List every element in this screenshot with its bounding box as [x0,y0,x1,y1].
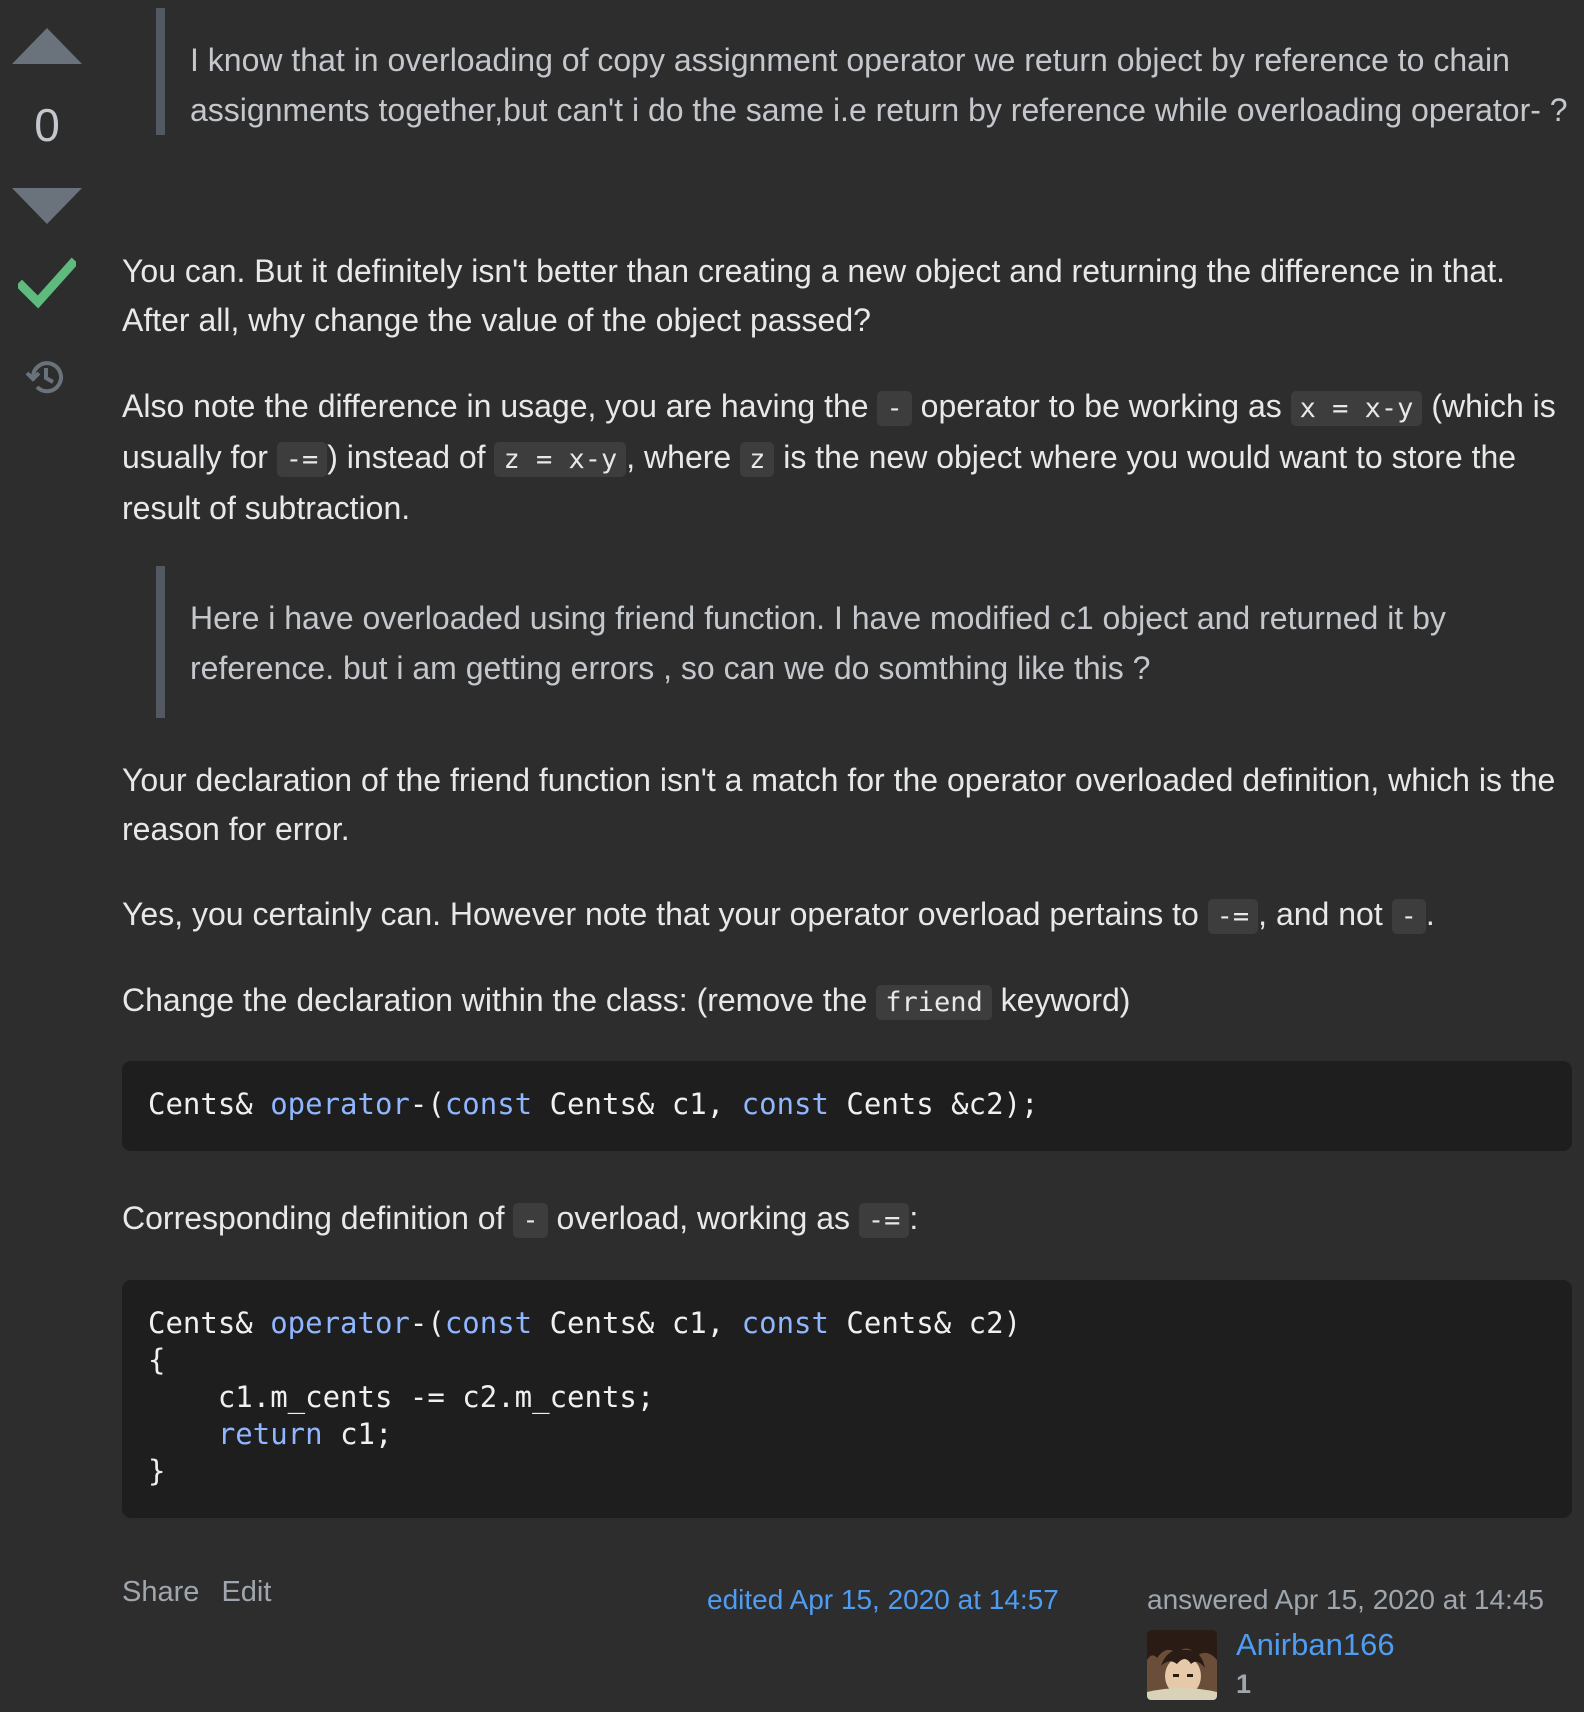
inline-code: z = x-y [494,442,626,477]
inline-code: x = x-y [1291,391,1423,426]
code-block-declaration [122,1061,1572,1151]
vote-count: 0 [34,99,60,151]
answer-paragraph: Corresponding definition of - overload, working as -= : [122,1200,919,1236]
code-text: Cents& operator-(const Cents& c1, const Cents &c2); [148,1087,1039,1121]
share-link[interactable]: Share [122,1576,200,1608]
inline-code: - [877,391,911,426]
answer-paragraph: Change the declaration within the class: (remove the friend keyword) [122,982,1131,1018]
blockquote-question-2 [156,566,1584,718]
code-text: Cents& operator-(const Cents& c1, const Cents& c2) { c1.m_cents -= c2.m_cents; return c1; } [148,1306,1022,1488]
user-avatar[interactable] [1147,1630,1217,1700]
quote-text: Here i have overloaded using friend function. I have modified c1 object and returned it by reference. but i am getting errors , so can we do somthing like this ? [190,600,1446,686]
downvote-button[interactable] [12,188,82,224]
answer-paragraph: Yes, you certainly can. However note that your operator overload pertains to -= , and not - . [122,896,1435,932]
inline-code: -= [277,442,328,477]
post-menu [122,1576,285,1609]
inline-code: - [513,1203,547,1238]
inline-code: friend [876,985,992,1020]
answer-paragraph: Your declaration of the friend function isn't a match for the operator overloaded definition, which is the reason for error. [122,762,1556,847]
answered-timestamp: answered Apr 15, 2020 at 14:45 [1147,1584,1544,1615]
user-reputation: 1 [1236,1669,1252,1699]
inline-code: -= [859,1203,910,1238]
history-icon[interactable] [24,356,66,398]
edit-link[interactable]: Edit [221,1576,272,1608]
quote-text: I know that in overloading of copy assignment operator we return object by reference to chain assignments together,but can't i do the same i.e return by reference while overloading operator- ? [190,42,1568,128]
inline-code: - [1392,899,1426,934]
code-block-definition [122,1280,1572,1518]
accepted-check-icon [18,256,76,312]
upvote-button[interactable] [12,28,82,64]
edited-timestamp[interactable]: edited Apr 15, 2020 at 14:57 [707,1584,1059,1615]
blockquote-question-1 [156,8,1584,135]
inline-code: z [740,442,774,477]
answer-paragraph: You can. But it definitely isn't better than creating a new object and returning the difference in that. After all, why change the value of the object passed? [122,253,1505,338]
user-name-link[interactable]: Anirban166 [1236,1627,1395,1662]
inline-code: -= [1208,899,1259,934]
answer-paragraph: Also note the difference in usage, you are having the - operator to be working as x = x-y (which is usually for -= ) instead of z = x-y , where z is the new object where you would want to store the result of subtraction. [122,388,1556,526]
